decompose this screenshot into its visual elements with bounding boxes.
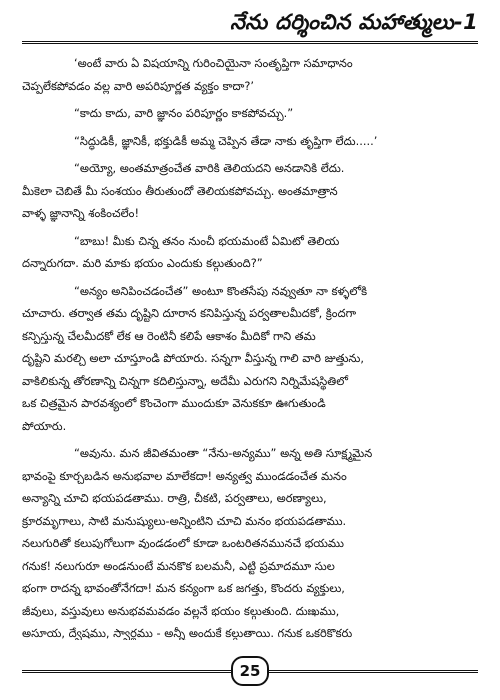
text-line: నలుగురితో కలుపుగోలుగా వుండడంలో కూడా ఒంటరితనమునచే భయము bbox=[22, 536, 344, 550]
text-line: వాకిలికున్న తోరణాన్ని చిన్నగా కదిలిస్తున్నా, అదేమీ ఎరుగని నిర్నిమేషస్థితిలో bbox=[22, 373, 348, 388]
text-line: “అవును. మన జీవితమంతా “నేను-అన్యము” అన్న అతి సూక్ష్మమైన bbox=[74, 446, 373, 460]
text-line: వాళ్ళ జ్ఞానాన్ని శంకించలేం! bbox=[22, 206, 140, 220]
text-line: దృష్టిని మరల్చి అలా చూస్తూండి పోయారు. సన్నగా వీస్తున్న గాలి వారి జుత్తును, bbox=[22, 351, 364, 365]
running-header bbox=[22, 8, 478, 44]
text-line: ఒక చిత్రమైన పారవశ్యంలో కొంచెంగా ముందుకూ వెనుకకూ ఊగుతుండి bbox=[22, 396, 326, 410]
text-line: “బాబు! మీకు చిన్న తనం నుంచీ భయమంటే ఏమిటో తెలియ bbox=[74, 233, 340, 248]
paragraph bbox=[22, 52, 478, 97]
text-line: ‘అంటే వారు ఏ విషయాన్ని గురించియైనా సంతృప్తిగా సమాధానం bbox=[74, 56, 353, 70]
page-body bbox=[22, 52, 478, 640]
book-title: నేను దర్శించిన మహాత్ములు-1 bbox=[230, 10, 478, 34]
text-line: భావంపై కూర్చబడిన అనుభవాల మాలేకదా! అన్యత్వ ముండడంచేత మనం bbox=[22, 468, 347, 483]
text-line: భంగా రాదన్న భావంతోనేగదా! మన కన్యంగా ఒక జగత్తు, కొందరు వ్యక్తులు, bbox=[22, 581, 345, 595]
text-line: చెప్పలేకపోవడం వల్ల వారి అపరిపూర్ణత వ్యక్తం కాదా?’ bbox=[22, 78, 255, 93]
paragraph bbox=[22, 157, 478, 225]
text-line: “అన్యం అనిపించడంచేత” అంటూ కొంతసేపు నవ్వుతూ నా కళ్ళలోకి bbox=[74, 283, 368, 298]
page-number-badge: 25 bbox=[231, 656, 269, 686]
paragraph bbox=[22, 102, 478, 125]
text-line: క్రూరమృగాలు, సాటి మనుష్యులు-అన్నింటిని చూచి మనం భయపడతాము. bbox=[22, 513, 347, 528]
text-line: కన్పిస్తున్న చేలమీదకో లేక ఆ రెంటినీ కలిపే ఆకాశం మీదికో గాని తమ bbox=[22, 328, 316, 343]
text-line: జీవులు, వస్తువులు అనుభవమవడం వల్లనే భయం కల్గుతుంది. దుఃఖము, bbox=[22, 603, 340, 618]
paragraph bbox=[22, 280, 478, 438]
text-line: “సిద్ధుడికీ, జ్ఞానికీ, భక్తుడికీ అమ్మ చెప్పిన తేడా నాకు తృప్తిగా లేదు.....’ bbox=[74, 133, 378, 148]
paragraph bbox=[22, 130, 478, 153]
text-line: గనుక! నలుగురూ అండనుంటే మనకొక బలమనీ, ఎట్టి ప్రమాదమూ సుల bbox=[22, 558, 335, 573]
text-line: అన్యాన్ని చూచి భయపడతాము. రాత్రి, చీకటి, పర్వతాలు, అరణ్యాలు, bbox=[22, 491, 327, 505]
text-line: “కాదు కాదు, వారి జ్ఞానం పరిపూర్ణం కాకపోవచ్చు.” bbox=[74, 106, 294, 120]
text-line: పోయారు. bbox=[22, 418, 67, 433]
text-line: దన్నారుగదా. మరి మాకు భయం ఎందుకు కల్గుతుంది?” bbox=[22, 256, 263, 270]
page-footer bbox=[22, 654, 478, 686]
paragraph bbox=[22, 230, 478, 275]
header-double-rule bbox=[22, 41, 478, 44]
text-line: మీకెలా చెబితే మీ సంశయం తీరుతుందో తెలియకపోవచ్చు. అంతమాత్రాన bbox=[22, 183, 338, 198]
paragraph bbox=[22, 442, 478, 640]
text-line: చూచారు. తర్వాత తమ దృష్టిని దూరాన కనిపిస్తున్న పర్వతాలమీదకో, క్రిందగా bbox=[22, 306, 357, 320]
text-line: అసూయ, ద్వేషము, స్వార్థము - అన్నీ అందుకే కల్గుతాయి. గనుక ఒకరికొకరు bbox=[22, 626, 353, 640]
text-line: “అయ్యో, అంతమాత్రంచేత వారికి తెలియదని అనడానికి లేదు. bbox=[74, 161, 345, 175]
